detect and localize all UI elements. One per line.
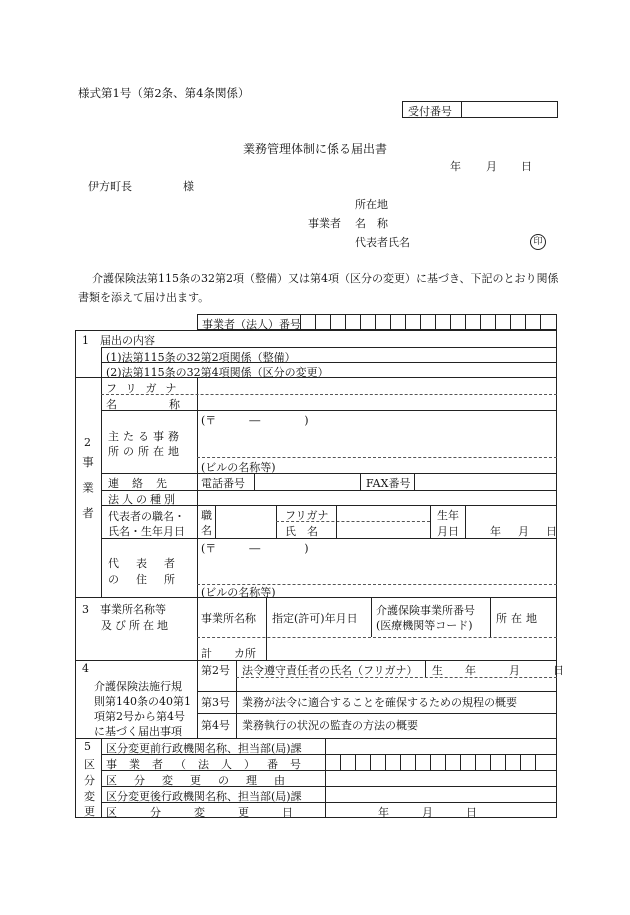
position-label: 職名 <box>201 509 212 537</box>
rep-title-label-1: 代表者の職名・ <box>108 510 185 523</box>
birth-label-2: 月日 <box>437 525 459 538</box>
sec5-side-5: 更 <box>84 805 95 818</box>
rep-furigana-label: フリガナ <box>285 509 329 522</box>
sec5-side-2: 区 <box>84 758 95 771</box>
sec4-item-3-num: 第3号 <box>201 696 230 709</box>
date-year: 年 <box>450 160 461 173</box>
sec1-option-1[interactable]: (1)法第115条の32第2項関係（整備） <box>106 351 296 364</box>
sec1-option-2[interactable]: (2)法第115条の32第4項関係（区分の変更） <box>106 366 329 379</box>
sec5-row-after-agency: 区分変更後行政機関名称、担当部(局)課 <box>106 790 302 803</box>
sec4-item-2-birth[interactable]: 生 年 月 日 <box>432 664 564 677</box>
date-month: 月 <box>486 160 497 173</box>
sec3-col-location: 所在地 <box>496 612 541 625</box>
rep-address-label-2: の住所 <box>108 573 192 586</box>
main-office-label-2: 所の所在地 <box>108 445 183 458</box>
sec2-side-label: 事業者 <box>81 456 95 533</box>
sec5-row-change-date: 区分変更日 <box>106 806 326 819</box>
sec4-item-4-num: 第4号 <box>201 719 230 732</box>
receipt-number-label: 受付番号 <box>408 105 452 118</box>
sec4-item-3-text: 業務が法令に適合することを確保するための規程の概要 <box>242 696 517 709</box>
sec5-side-1: 5 <box>84 740 91 753</box>
sec4-number: 4 <box>82 662 89 675</box>
sec5-side-4: 変 <box>84 790 95 803</box>
main-office-postal[interactable]: (〒 ― ) <box>201 414 309 427</box>
addressee-honorific: 様 <box>183 180 194 193</box>
addressee-name: 伊方町長 <box>88 180 132 193</box>
birth-label-1: 生年 <box>437 509 459 522</box>
corp-type-label: 法人の種別 <box>108 493 178 506</box>
sec4-label-4: に基づく届出事項 <box>94 725 182 738</box>
sec2-furigana-label: フリガナ <box>106 382 186 395</box>
intro-line-2: 書類を添えて届け出ます。 <box>78 291 210 304</box>
fax-label: FAX番号 <box>366 477 411 490</box>
sec5-side-3: 分 <box>84 774 95 787</box>
page-title: 業務管理体制に係る届出書 <box>243 142 388 156</box>
sec4-item-2-num: 第2号 <box>201 664 230 677</box>
main-office-label-1: 主たる事務 <box>108 430 183 443</box>
date-day: 日 <box>521 160 532 173</box>
sec5-row-before-agency: 区分変更前行政機関名称、担当部(局)課 <box>106 742 302 755</box>
corp-number-row <box>197 314 557 330</box>
sec5-change-date-value[interactable]: 年 月 日 <box>378 806 477 819</box>
sec2-name-label: 名称 <box>106 398 232 411</box>
sec3-total: 計 カ所 <box>201 647 256 660</box>
sec3-label-2: 及び所在地 <box>101 619 171 632</box>
sec3-col-office-name: 事業所名称 <box>201 612 256 625</box>
contact-label: 連絡先 <box>108 477 180 490</box>
sec5-row-corp-number: 事業者（法人）番号 <box>106 758 313 771</box>
sec4-label-1: 介護保険法施行規 <box>94 680 182 693</box>
sec5-corp-number-cells[interactable] <box>325 754 557 770</box>
rep-address-label-1: 代表者 <box>108 557 192 570</box>
sec4-item-4-text: 業務執行の状況の監査の方法の概要 <box>242 719 418 732</box>
sec4-label-3: 項第2号から第4号 <box>94 710 185 723</box>
phone-label: 電話番号 <box>201 477 245 490</box>
rep-building[interactable]: (ビルの名称等) <box>201 586 276 599</box>
rep-postal[interactable]: (〒 ― ) <box>201 542 309 555</box>
corp-number-label: 事業者（法人）番号 <box>202 318 301 331</box>
sec5-row-reason: 区分変更の理由 <box>106 774 302 787</box>
applicant-business-label: 事業者 <box>308 217 341 230</box>
sec3-label-1: 3 事業所名称等 <box>82 603 166 616</box>
seal-icon: 印 <box>530 234 546 250</box>
form-number: 様式第1号（第2条、第4条関係） <box>78 86 250 100</box>
intro-line-1: 介護保険法第115条の32第2項（整備）又は第4項（区分の変更）に基づき、下記のとおり関係 <box>92 272 559 285</box>
main-office-building[interactable]: (ビルの名称等) <box>201 461 276 474</box>
sec1-header: 1 届出の内容 <box>82 334 155 347</box>
sec3-col-designation-date: 指定(許可)年月日 <box>272 612 358 625</box>
applicant-name-label: 名 称 <box>355 217 388 230</box>
receipt-number-field[interactable] <box>461 102 557 117</box>
rep-name-label: 氏 名 <box>285 525 318 538</box>
sec4-label-2: 則第140条の40第1 <box>94 695 191 708</box>
applicant-rep-label: 代表者氏名 <box>355 236 410 249</box>
sec3-col-number-2: (医療機関等コード) <box>376 619 473 632</box>
sec3-col-number-1: 介護保険事業所番号 <box>376 604 475 617</box>
birth-date[interactable]: 年 月 日 <box>490 525 560 538</box>
sec4-item-2-text: 法令遵守責任者の氏名（フリガナ） <box>242 664 418 677</box>
rep-title-label-2: 氏名・生年月日 <box>108 525 185 538</box>
applicant-address-label: 所在地 <box>355 198 388 211</box>
receipt-number-box <box>402 101 558 118</box>
sec2-number: 2 <box>84 436 91 449</box>
